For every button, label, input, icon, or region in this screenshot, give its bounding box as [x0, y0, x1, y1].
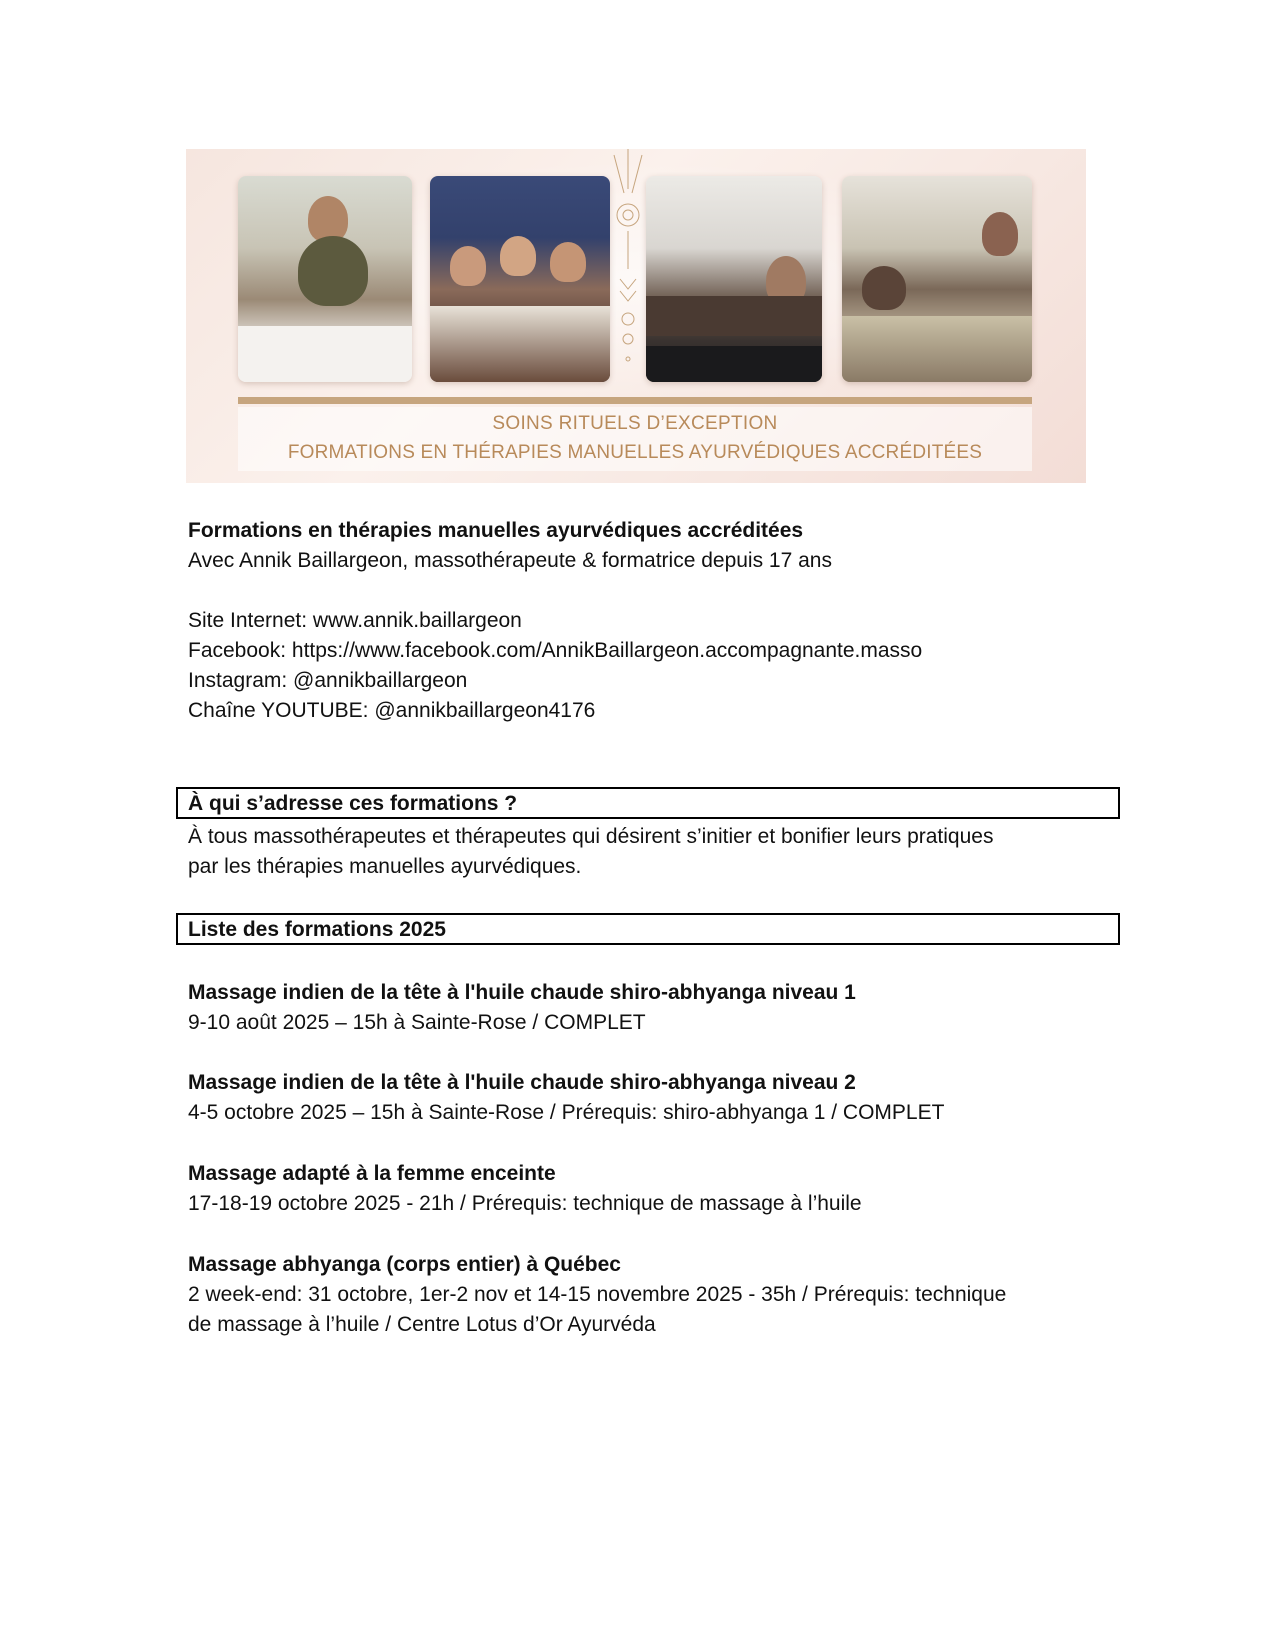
document-title: Formations en thérapies manuelles ayurvédiques accréditées: [188, 519, 804, 542]
audience-heading: À qui s’adresse ces formations ?: [188, 792, 518, 815]
audience-heading-box: [176, 787, 1120, 819]
banner-divider: [238, 397, 1032, 404]
audience-text-line2: par les thérapies manuelles ayurvédiques.: [188, 855, 582, 878]
photo-massage-class: [238, 176, 412, 382]
photo-massage-tables: [646, 176, 822, 382]
course-title: Massage adapté à la femme enceinte: [188, 1162, 556, 1185]
photo-group-celebration: [430, 176, 610, 382]
sun-emblem-icon: [610, 149, 646, 379]
contact-youtube: Chaîne YOUTUBE: @annikbaillargeon4176: [188, 699, 596, 722]
header-banner: [186, 149, 1086, 483]
course-list-heading-box: [176, 913, 1120, 945]
contact-facebook: Facebook: https://www.facebook.com/AnnikBaillargeon.accompagnante.masso: [188, 639, 923, 662]
course-list-heading: Liste des formations 2025: [188, 918, 446, 941]
course-title: Massage abhyanga (corps entier) à Québec: [188, 1253, 621, 1276]
document-subtitle: Avec Annik Baillargeon, massothérapeute & formatrice depuis 17 ans: [188, 549, 832, 572]
banner-caption-line1: SOINS RITUELS D’EXCEPTION: [492, 413, 778, 434]
course-details: 9-10 août 2025 – 15h à Sainte-Rose / COMPLET: [188, 1011, 646, 1034]
course-details: 17-18-19 octobre 2025 - 21h / Prérequis: technique de massage à l’huile: [188, 1192, 862, 1215]
audience-text-line1: À tous massothérapeutes et thérapeutes qui désirent s’initier et bonifier leurs pratiques: [188, 825, 994, 848]
banner-caption-line2: FORMATIONS EN THÉRAPIES MANUELLES AYURVÉDIQUES ACCRÉDITÉES: [287, 442, 983, 463]
banner-caption: [238, 407, 1032, 471]
course-details: 2 week-end: 31 octobre, 1er-2 nov et 14-15 novembre 2025 - 35h / Prérequis: technique: [188, 1283, 1007, 1306]
course-details: de massage à l’huile / Centre Lotus d’Or Ayurvéda: [188, 1313, 656, 1336]
photo-students-practice: [842, 176, 1032, 382]
course-title: Massage indien de la tête à l'huile chaude shiro-abhyanga niveau 2: [188, 1071, 856, 1094]
contact-instagram: Instagram: @annikbaillargeon: [188, 669, 468, 692]
course-details: 4-5 octobre 2025 – 15h à Sainte-Rose / Prérequis: shiro-abhyanga 1 / COMPLET: [188, 1101, 945, 1124]
course-title: Massage indien de la tête à l'huile chaude shiro-abhyanga niveau 1: [188, 981, 856, 1004]
contact-website: Site Internet: www.annik.baillargeon: [188, 609, 522, 632]
